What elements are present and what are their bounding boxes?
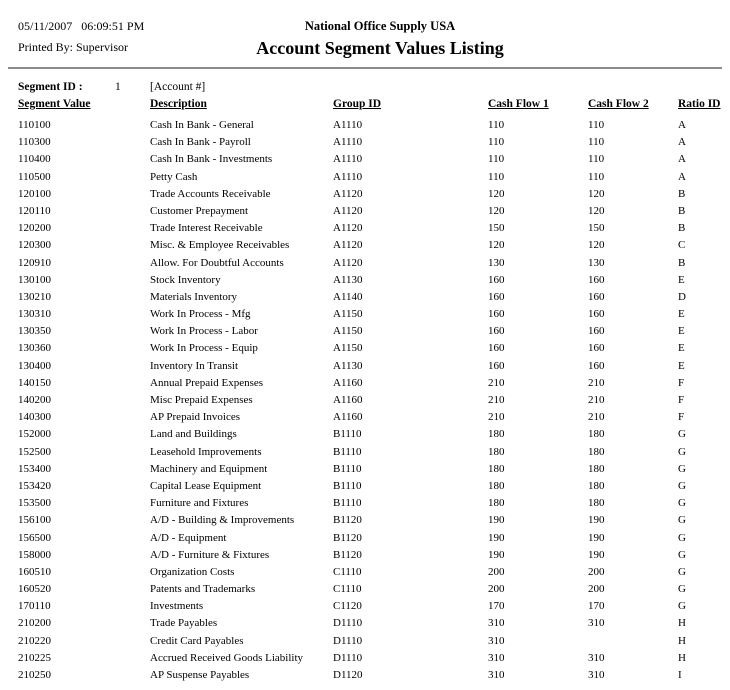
cell-cash-flow-1: 110: [488, 170, 505, 183]
cell-group-id: A1150: [333, 325, 363, 338]
table-row: [18, 306, 730, 323]
segment-id-note: [Account #]: [150, 81, 206, 93]
table-row: [18, 151, 730, 168]
cell-cash-flow-1: 190: [488, 548, 505, 561]
cell-segment-value: 210220: [18, 634, 51, 647]
cell-cash-flow-2: 120: [588, 204, 605, 217]
cell-cash-flow-1: 110: [488, 119, 505, 131]
cell-description: Work In Process - Equip: [150, 342, 258, 355]
cell-segment-value: 130360: [18, 342, 51, 355]
cell-segment-value: 140150: [18, 376, 51, 389]
table-row: [18, 237, 730, 254]
cell-cash-flow-2: 210: [588, 411, 605, 424]
cell-segment-value: 152500: [18, 445, 51, 458]
table-body: [18, 117, 730, 684]
cell-cash-flow-2: 110: [588, 153, 605, 166]
cell-group-id: A1140: [333, 290, 363, 303]
cell-segment-value: 156500: [18, 531, 51, 544]
cell-ratio-id: G: [678, 600, 686, 613]
cell-description: A/D - Equipment: [150, 531, 227, 544]
cell-segment-value: 110300: [18, 136, 51, 149]
cell-cash-flow-2: 150: [588, 222, 605, 235]
cell-description: AP Suspense Payables: [150, 669, 250, 681]
cell-group-id: A1110: [333, 170, 363, 183]
cell-description: Patents and Trademarks: [150, 583, 256, 596]
cell-cash-flow-2: 180: [588, 428, 605, 441]
cell-cash-flow-2: 160: [588, 359, 605, 372]
cell-segment-value: 153400: [18, 462, 51, 475]
cell-ratio-id: G: [678, 548, 686, 561]
cell-cash-flow-2: 110: [588, 170, 605, 183]
cell-segment-value: 170110: [18, 600, 51, 613]
cell-description: Accrued Received Goods Liability: [150, 651, 304, 664]
cell-segment-value: 110400: [18, 153, 51, 166]
cell-description: Credit Card Payables: [150, 634, 244, 647]
cell-segment-value: 120910: [18, 256, 51, 269]
cell-ratio-id: E: [678, 308, 685, 321]
cell-ratio-id: E: [678, 359, 685, 372]
cell-ratio-id: E: [678, 273, 685, 286]
cell-cash-flow-1: 170: [488, 600, 505, 613]
cell-description: Land and Buildings: [150, 428, 237, 441]
cell-group-id: A1110: [333, 136, 363, 149]
cell-cash-flow-2: 310: [588, 617, 605, 630]
cell-group-id: A1160: [333, 394, 363, 406]
table-row: [18, 255, 730, 272]
table-row: [18, 495, 730, 512]
report-datetime: 05/11/2007 06:09:51 PM: [18, 19, 145, 33]
cell-group-id: C1110: [333, 565, 362, 578]
cell-cash-flow-2: 180: [588, 445, 605, 458]
cell-cash-flow-2: 180: [588, 462, 605, 475]
table-row: [18, 409, 730, 426]
cell-cash-flow-2: 200: [588, 565, 605, 578]
cell-description: Work In Process - Labor: [150, 325, 258, 338]
cell-cash-flow-2: 310: [588, 669, 605, 681]
column-header-description: Description: [150, 98, 207, 110]
table-row: [18, 186, 730, 203]
cell-cash-flow-2: 110: [588, 136, 605, 149]
cell-group-id: B1110: [333, 479, 362, 492]
cell-cash-flow-1: 160: [488, 325, 505, 338]
cell-ratio-id: A: [678, 153, 686, 166]
cell-group-id: A1160: [333, 411, 363, 424]
cell-segment-value: 130100: [18, 273, 51, 286]
cell-cash-flow-1: 180: [488, 479, 505, 492]
cell-segment-value: 158000: [18, 548, 51, 561]
cell-segment-value: 156100: [18, 514, 51, 527]
cell-cash-flow-1: 310: [488, 617, 505, 630]
cell-ratio-id: G: [678, 479, 686, 492]
cell-ratio-id: H: [678, 617, 686, 630]
cell-ratio-id: H: [678, 634, 686, 647]
cell-cash-flow-1: 110: [488, 136, 505, 149]
cell-cash-flow-1: 200: [488, 583, 505, 596]
cell-ratio-id: G: [678, 497, 686, 510]
cell-group-id: D1120: [333, 669, 363, 681]
cell-cash-flow-2: 160: [588, 273, 605, 286]
cell-ratio-id: G: [678, 428, 686, 441]
cell-cash-flow-2: 160: [588, 325, 605, 338]
cell-group-id: A1120: [333, 239, 363, 252]
cell-cash-flow-2: 160: [588, 308, 605, 321]
cell-ratio-id: A: [678, 136, 686, 149]
cell-description: Trade Interest Receivable: [150, 222, 263, 235]
cell-segment-value: 120110: [18, 204, 51, 217]
cell-segment-value: 152000: [18, 428, 51, 441]
segment-id-label: Segment ID :: [18, 81, 83, 93]
cell-segment-value: 140200: [18, 394, 51, 406]
cell-cash-flow-1: 310: [488, 634, 505, 647]
cell-ratio-id: G: [678, 531, 686, 544]
column-header-cash-flow-1: Cash Flow 1: [488, 98, 549, 110]
cell-ratio-id: B: [678, 256, 686, 269]
segment-values-table: [18, 98, 730, 684]
header-divider: [8, 67, 722, 69]
table-row: [18, 581, 730, 598]
cell-group-id: A1110: [333, 119, 363, 131]
cell-cash-flow-2: [588, 633, 678, 650]
cell-cash-flow-1: 190: [488, 531, 505, 544]
cell-group-id: C1110: [333, 583, 362, 596]
cell-cash-flow-2: 170: [588, 600, 605, 613]
cell-segment-value: 160510: [18, 565, 51, 578]
cell-description: AP Prepaid Invoices: [150, 411, 241, 424]
cell-description: Organization Costs: [150, 565, 235, 578]
table-header-row: [18, 98, 730, 117]
segment-id-line: [18, 81, 205, 93]
cell-description: Trade Payables: [150, 617, 218, 630]
cell-segment-value: 210225: [18, 651, 51, 664]
table-row: [18, 547, 730, 564]
cell-cash-flow-2: 120: [588, 239, 605, 252]
cell-segment-value: 130350: [18, 325, 51, 338]
table-row: [18, 478, 730, 495]
cell-cash-flow-2: 160: [588, 342, 605, 355]
cell-ratio-id: E: [678, 325, 685, 338]
table-row: [18, 323, 730, 340]
table-row: [18, 220, 730, 237]
cell-description: Machinery and Equipment: [150, 462, 268, 475]
cell-cash-flow-1: 310: [488, 651, 505, 664]
cell-ratio-id: G: [678, 445, 686, 458]
company-name: National Office Supply USA: [304, 19, 456, 33]
table-row: [18, 392, 730, 409]
table-row: [18, 461, 730, 478]
table-row: [18, 272, 730, 289]
cell-segment-value: 130310: [18, 308, 51, 321]
printed-by: Printed By: Supervisor: [18, 40, 128, 54]
cell-group-id: B1110: [333, 497, 362, 510]
table-row: [18, 169, 730, 186]
table-row: [18, 117, 730, 134]
cell-segment-value: 210200: [18, 617, 51, 630]
cell-ratio-id: A: [678, 119, 686, 131]
cell-ratio-id: F: [678, 411, 685, 424]
cell-description: Petty Cash: [150, 170, 198, 183]
cell-description: Work In Process - Mfg: [150, 308, 251, 321]
table-row: [18, 667, 730, 684]
cell-description: Stock Inventory: [150, 273, 221, 286]
cell-group-id: A1120: [333, 204, 363, 217]
cell-ratio-id: D: [678, 290, 686, 303]
cell-cash-flow-2: 190: [588, 548, 605, 561]
cell-description: Leasehold Improvements: [150, 445, 262, 458]
cell-cash-flow-2: 190: [588, 514, 605, 527]
cell-group-id: A1150: [333, 342, 363, 355]
cell-cash-flow-1: 180: [488, 497, 505, 510]
cell-cash-flow-1: 210: [488, 376, 505, 389]
cell-cash-flow-2: 310: [588, 651, 605, 664]
cell-ratio-id: G: [678, 462, 686, 475]
cell-segment-value: 140300: [18, 411, 51, 424]
cell-description: Cash In Bank - General: [150, 119, 254, 131]
cell-cash-flow-1: 160: [488, 359, 505, 372]
table-row: [18, 530, 730, 547]
cell-description: Materials Inventory: [150, 290, 238, 303]
cell-ratio-id: G: [678, 583, 686, 596]
table-row: [18, 134, 730, 151]
cell-segment-value: 210250: [18, 669, 51, 681]
cell-cash-flow-1: 210: [488, 394, 505, 406]
cell-cash-flow-1: 110: [488, 153, 505, 166]
cell-group-id: C1120: [333, 600, 362, 613]
cell-description: Allow. For Doubtful Accounts: [150, 256, 284, 269]
cell-ratio-id: I: [678, 669, 682, 681]
column-header-segment-value: Segment Value: [18, 98, 91, 110]
cell-ratio-id: G: [678, 514, 686, 527]
table-row: [18, 512, 730, 529]
cell-cash-flow-1: 160: [488, 290, 505, 303]
cell-group-id: A1150: [333, 308, 363, 321]
cell-ratio-id: B: [678, 204, 686, 217]
cell-cash-flow-2: 160: [588, 290, 605, 303]
cell-group-id: A1130: [333, 273, 363, 286]
cell-cash-flow-2: 210: [588, 394, 605, 406]
cell-description: Annual Prepaid Expenses: [150, 376, 264, 389]
cell-ratio-id: H: [678, 651, 686, 664]
cell-ratio-id: A: [678, 170, 686, 183]
cell-group-id: A1130: [333, 359, 363, 372]
cell-group-id: A1110: [333, 153, 363, 166]
cell-cash-flow-2: 190: [588, 531, 605, 544]
cell-cash-flow-2: 180: [588, 497, 605, 510]
cell-segment-value: 120300: [18, 239, 51, 252]
report-title: Account Segment Values Listing: [256, 38, 504, 58]
cell-group-id: D1110: [333, 634, 363, 647]
cell-description: Inventory In Transit: [150, 359, 238, 372]
cell-description: Cash In Bank - Payroll: [150, 136, 251, 149]
cell-ratio-id: B: [678, 222, 686, 235]
cell-cash-flow-1: 310: [488, 669, 505, 681]
cell-cash-flow-2: 200: [588, 583, 605, 596]
cell-description: Misc Prepaid Expenses: [150, 394, 253, 406]
cell-cash-flow-1: 150: [488, 222, 505, 235]
column-header-cash-flow-2: Cash Flow 2: [588, 98, 649, 110]
cell-group-id: A1120: [333, 256, 363, 269]
table-row: [18, 564, 730, 581]
cell-cash-flow-2: 210: [588, 376, 605, 389]
cell-ratio-id: G: [678, 565, 686, 578]
cell-segment-value: 130210: [18, 290, 51, 303]
cell-group-id: A1160: [333, 376, 363, 389]
segment-id-value: 1: [115, 81, 121, 93]
cell-description: Misc. & Employee Receivables: [150, 239, 290, 252]
cell-segment-value: 153420: [18, 479, 51, 492]
cell-cash-flow-1: 210: [488, 411, 505, 424]
table-row: [18, 203, 730, 220]
cell-segment-value: 110100: [18, 119, 51, 131]
cell-segment-value: 110500: [18, 170, 51, 183]
cell-cash-flow-1: 160: [488, 342, 505, 355]
cell-description: Trade Accounts Receivable: [150, 187, 271, 200]
cell-group-id: B1120: [333, 531, 362, 544]
table-row: [18, 426, 730, 443]
cell-segment-value: 130400: [18, 359, 51, 372]
cell-cash-flow-2: 130: [588, 256, 605, 269]
table-row: [18, 633, 730, 650]
cell-group-id: B1110: [333, 428, 362, 441]
cell-segment-value: 120100: [18, 187, 51, 200]
cell-group-id: B1120: [333, 514, 362, 527]
cell-cash-flow-1: 160: [488, 273, 505, 286]
cell-ratio-id: B: [678, 187, 686, 200]
cell-cash-flow-1: 180: [488, 445, 505, 458]
cell-ratio-id: F: [678, 394, 685, 406]
cell-cash-flow-1: 160: [488, 308, 505, 321]
cell-cash-flow-1: 200: [488, 565, 505, 578]
table-row: [18, 650, 730, 667]
cell-cash-flow-2: 180: [588, 479, 605, 492]
cell-description: Cash In Bank - Investments: [150, 153, 273, 166]
table-row: [18, 615, 730, 632]
table-row: [18, 598, 730, 615]
cell-cash-flow-1: 120: [488, 239, 505, 252]
cell-description: Customer Prepayment: [150, 204, 249, 217]
cell-ratio-id: C: [678, 239, 686, 252]
cell-segment-value: 160520: [18, 583, 51, 596]
column-header-group-id: Group ID: [333, 98, 382, 110]
cell-group-id: B1110: [333, 445, 362, 458]
cell-group-id: B1120: [333, 548, 362, 561]
table-row: [18, 289, 730, 306]
cell-cash-flow-2: 110: [588, 119, 605, 131]
cell-ratio-id: E: [678, 342, 685, 355]
table-row: [18, 375, 730, 392]
cell-cash-flow-1: 130: [488, 256, 505, 269]
cell-description: A/D - Building & Improvements: [150, 514, 295, 527]
table-row: [18, 340, 730, 357]
cell-cash-flow-1: 180: [488, 428, 505, 441]
cell-description: A/D - Furniture & Fixtures: [150, 548, 270, 561]
cell-ratio-id: F: [678, 376, 685, 389]
cell-segment-value: 153500: [18, 497, 51, 510]
cell-group-id: D1110: [333, 651, 363, 664]
cell-description: Furniture and Fixtures: [150, 497, 249, 510]
cell-description: Investments: [150, 600, 204, 613]
cell-cash-flow-1: 190: [488, 514, 505, 527]
cell-cash-flow-2: 120: [588, 187, 605, 200]
cell-group-id: B1110: [333, 462, 362, 475]
cell-group-id: D1110: [333, 617, 363, 630]
table-row: [18, 444, 730, 461]
column-header-ratio-id: Ratio ID: [678, 98, 721, 110]
cell-description: Capital Lease Equipment: [150, 479, 262, 492]
table-row: [18, 358, 730, 375]
cell-cash-flow-1: 180: [488, 462, 505, 475]
cell-group-id: A1120: [333, 187, 363, 200]
cell-group-id: A1120: [333, 222, 363, 235]
cell-segment-value: 120200: [18, 222, 51, 235]
cell-cash-flow-1: 120: [488, 204, 505, 217]
cell-cash-flow-1: 120: [488, 187, 505, 200]
